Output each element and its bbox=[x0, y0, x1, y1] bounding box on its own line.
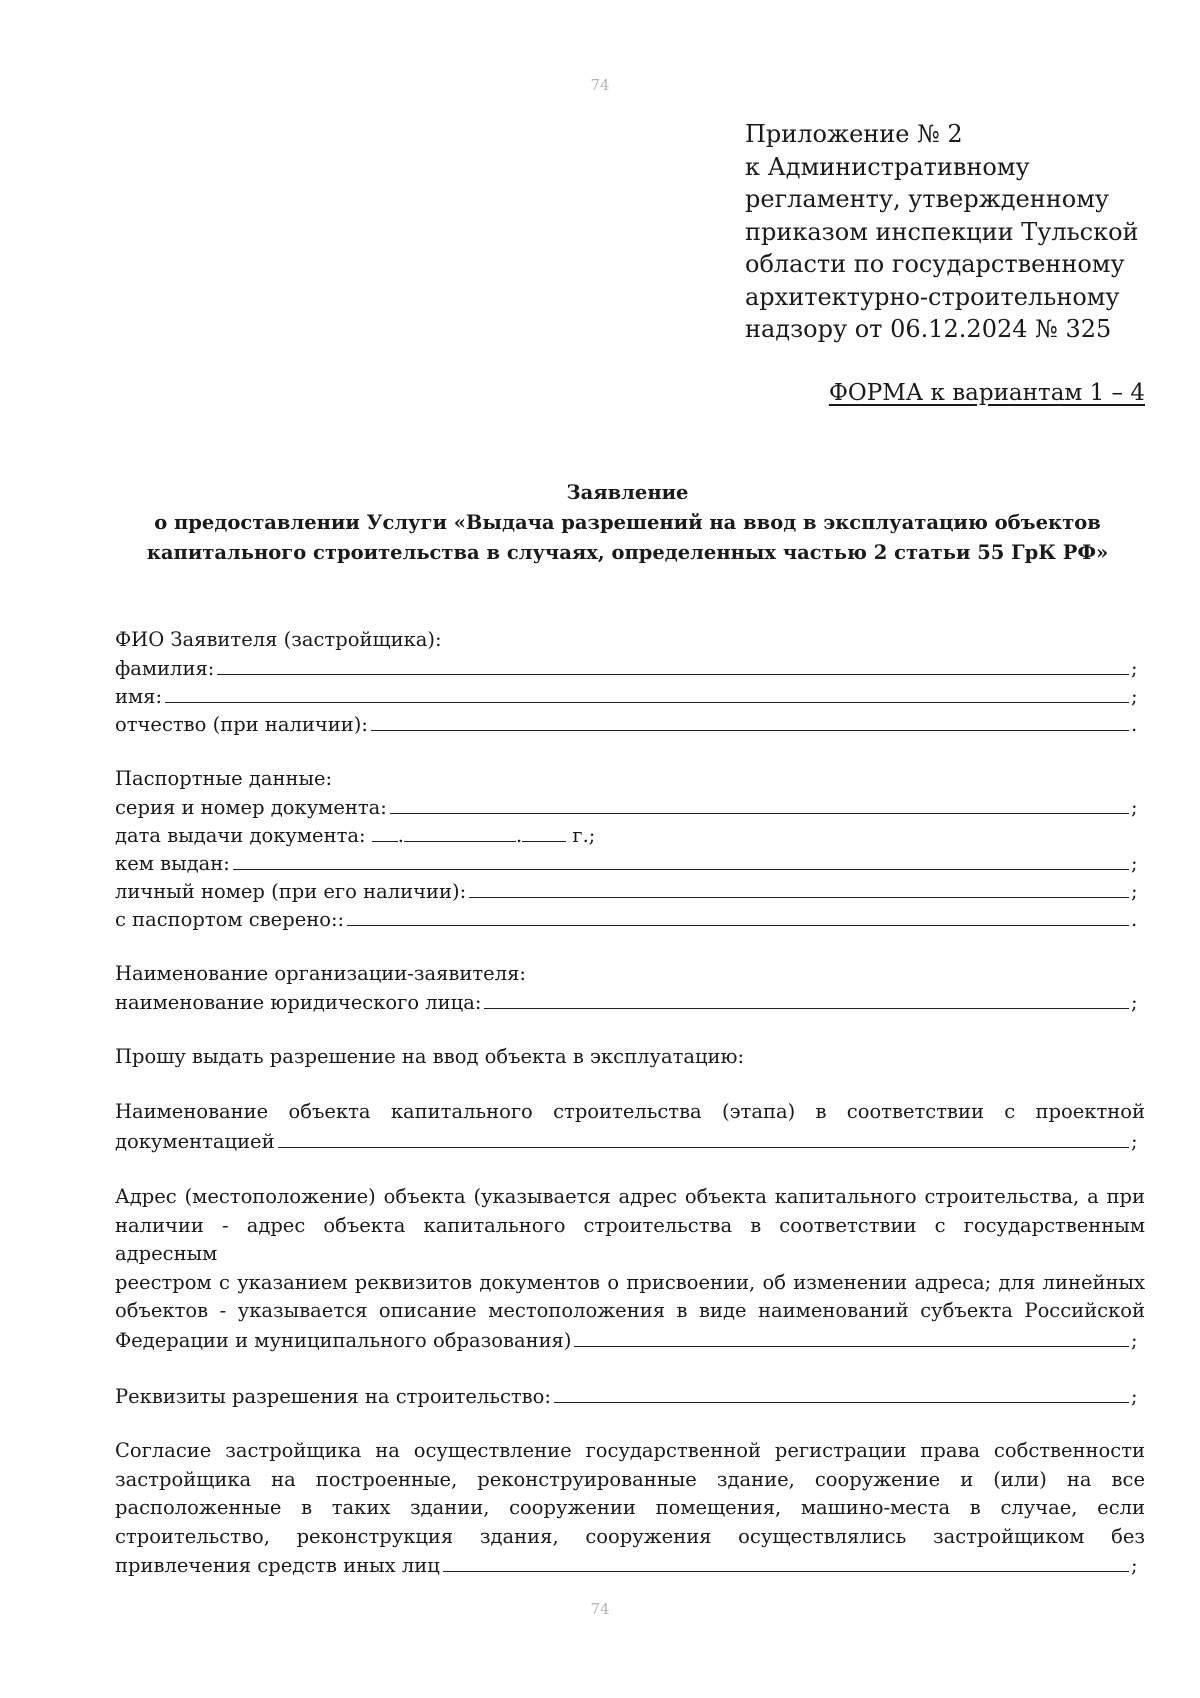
row-end: ; bbox=[1131, 1385, 1138, 1408]
page-number-top: 74 bbox=[590, 76, 610, 94]
request-text bbox=[115, 1043, 1145, 1071]
row-end: ; bbox=[1131, 685, 1138, 708]
object-name-field[interactable] bbox=[278, 1127, 1129, 1148]
year-suffix: г.; bbox=[572, 824, 596, 847]
row-end: ; bbox=[1131, 991, 1138, 1014]
title-line: о предоставлении Услуги «Выдача разрешений на ввод в эксплуатацию объектов bbox=[154, 511, 1101, 534]
appendix-line: надзору от 06.12.2024 № 325 bbox=[745, 315, 1112, 343]
patronymic-label: отчество (при наличии): bbox=[115, 713, 368, 736]
legal-name-label: наименование юридического лица: bbox=[115, 991, 482, 1014]
issue-date-label: дата выдачи документа: bbox=[115, 824, 366, 847]
name-field[interactable] bbox=[165, 682, 1129, 703]
consent-label-last: привлечения средств иных лиц bbox=[115, 1554, 440, 1577]
address-field[interactable] bbox=[574, 1326, 1129, 1347]
appendix-line: области по государственному bbox=[745, 250, 1125, 278]
address-line: объектов - указывается описание местоположения в виде наименований субъекта Российской bbox=[115, 1299, 1145, 1322]
consent-field[interactable] bbox=[443, 1551, 1129, 1572]
personal-number-row bbox=[115, 877, 1145, 905]
permit-field[interactable] bbox=[554, 1382, 1129, 1403]
row-end: ; bbox=[1131, 880, 1138, 903]
name-row bbox=[115, 682, 1145, 710]
date-separator: . bbox=[515, 824, 523, 847]
address-line: реестром с указанием реквизитов документов о присвоении, об изменении адреса; для линейных bbox=[115, 1270, 1145, 1294]
row-end: ; bbox=[1131, 657, 1138, 680]
appendix-line: приказом инспекции Тульской bbox=[745, 217, 1139, 246]
legal-name-field[interactable] bbox=[484, 988, 1129, 1009]
section-heading-organization bbox=[115, 960, 1145, 988]
issued-by-field[interactable] bbox=[233, 849, 1129, 870]
row-end: ; bbox=[1131, 1554, 1138, 1577]
issue-year-field[interactable] bbox=[522, 821, 566, 842]
row-end: ; bbox=[1131, 1328, 1138, 1352]
series-number-label: серия и номер документа: bbox=[115, 796, 387, 819]
row-end: ; bbox=[1131, 1129, 1138, 1153]
appendix-line: архитектурно-строительному bbox=[745, 282, 1120, 311]
surname-row bbox=[115, 654, 1145, 682]
issue-day-field[interactable] bbox=[372, 821, 398, 842]
applicant-heading: ФИО Заявителя (застройщика): bbox=[115, 628, 442, 651]
form-body bbox=[115, 626, 1145, 1581]
name-label: имя: bbox=[115, 685, 163, 708]
object-name-row bbox=[115, 1127, 1145, 1157]
permit-row bbox=[115, 1382, 1145, 1410]
date-separator: . bbox=[397, 824, 404, 847]
verified-label: с паспортом сверено:: bbox=[115, 908, 345, 931]
form-label: ФОРМА к вариантам 1 – 4 bbox=[828, 380, 1145, 406]
object-name-label: документацией bbox=[115, 1129, 275, 1153]
legal-name-row bbox=[115, 988, 1145, 1016]
consent-row bbox=[115, 1551, 1145, 1581]
issued-by-label: кем выдан: bbox=[115, 852, 230, 875]
series-number-row bbox=[115, 793, 1145, 821]
request-label: Прошу выдать разрешение на ввод объекта в эксплуатацию: bbox=[115, 1045, 745, 1068]
patronymic-row bbox=[115, 710, 1145, 738]
object-name-line: Наименование объекта капитального строительства (этапа) в соответствии с проектной bbox=[115, 1100, 1145, 1123]
surname-label: фамилия: bbox=[115, 657, 215, 680]
section-heading-applicant bbox=[115, 626, 1145, 654]
issue-date-row bbox=[115, 821, 1145, 849]
appendix-line: к Административному bbox=[745, 152, 1030, 181]
issued-by-row bbox=[115, 849, 1145, 877]
consent-line: расположенные в таких здании, сооружении помещения, машино-места в случае, если bbox=[115, 1496, 1145, 1519]
row-end: . bbox=[1131, 713, 1138, 736]
address-row bbox=[115, 1326, 1145, 1356]
personal-number-label: личный номер (при его наличии): bbox=[115, 880, 467, 903]
address-line: наличии - адрес объекта капитального строительства в соответствии с государственным адресным bbox=[115, 1213, 1145, 1265]
appendix-line: регламенту, утвержденному bbox=[745, 185, 1109, 213]
patronymic-field[interactable] bbox=[371, 710, 1129, 731]
surname-field[interactable] bbox=[217, 654, 1129, 675]
address-line: Адрес (местоположение) объекта (указывается адрес объекта капитального строительства, а при bbox=[115, 1185, 1145, 1208]
document-title bbox=[60, 478, 1195, 568]
consent-line: Согласие застройщика на осуществление государственной регистрации права собственности bbox=[115, 1439, 1145, 1462]
permit-label: Реквизиты разрешения на строительство: bbox=[115, 1385, 551, 1408]
series-number-field[interactable] bbox=[390, 793, 1129, 814]
page-number-bottom: 74 bbox=[590, 1600, 610, 1618]
row-end: ; bbox=[1131, 796, 1138, 819]
verified-field[interactable] bbox=[347, 905, 1129, 926]
issue-month-field[interactable] bbox=[404, 821, 516, 842]
appendix-block bbox=[745, 118, 1139, 346]
address-label-last: Федерации и муниципального образования) bbox=[115, 1328, 572, 1352]
title-line: Заявление bbox=[566, 481, 689, 504]
appendix-line: Приложение № 2 bbox=[745, 120, 963, 148]
verified-row bbox=[115, 905, 1145, 933]
passport-heading: Паспортные данные: bbox=[115, 767, 333, 790]
consent-line: строительство, реконструкция здания, сооружения осуществлялись застройщиком без bbox=[115, 1524, 1145, 1548]
consent-line: застройщика на построенные, реконструированные здание, сооружение и (или) на все bbox=[115, 1467, 1145, 1491]
section-heading-passport bbox=[115, 765, 1145, 793]
personal-number-field[interactable] bbox=[469, 877, 1129, 898]
row-end: . bbox=[1131, 908, 1138, 931]
title-line: капитального строительства в случаях, определенных частью 2 статьи 55 ГрК РФ» bbox=[146, 541, 1109, 564]
organization-heading: Наименование организации-заявителя: bbox=[115, 962, 526, 985]
row-end: ; bbox=[1131, 852, 1138, 875]
